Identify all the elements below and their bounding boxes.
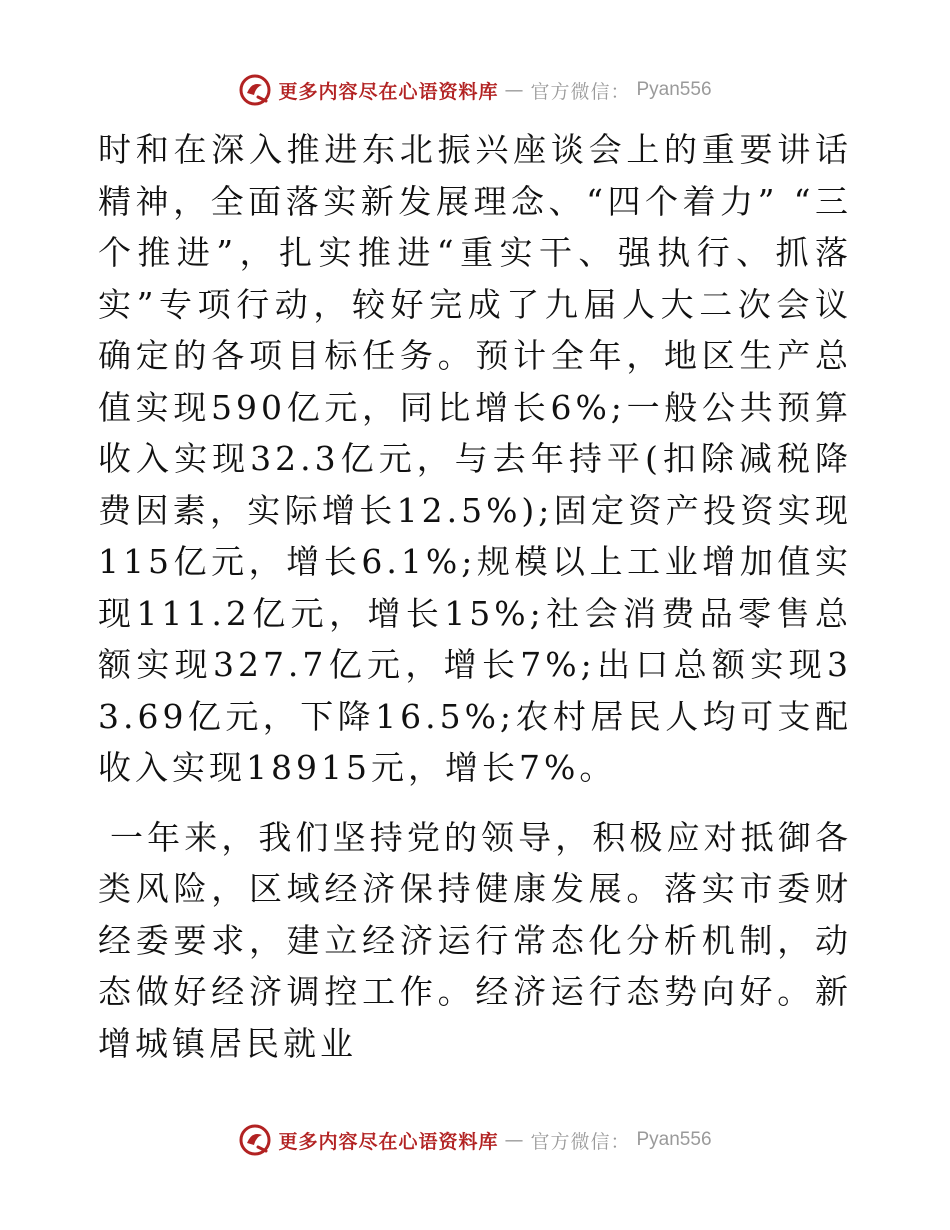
watermark-brand-text: 更多内容尽在心语资料库 — [278, 80, 499, 103]
watermark-wechat-label: 官方微信： — [530, 80, 631, 103]
watermark-separator: — — [504, 1129, 525, 1151]
header-watermark — [0, 70, 950, 110]
document-paragraph-1: 时和在深入推进东北振兴座谈会上的重要讲话精神，全面落实新发展理念、“四个着力” “三个推进”，扎实推进“重实干、强执行、抓落实”专项行动，较好完成了九届人大二次会议确定的各项目标任务。预计全年，地区生产总值实现590亿元，同比增长6%;一般公共预算收入实现32.3亿元，与去年持平(扣除减税降费因素，实际增长12.5%);固定资产投资实现115亿元，增长6.1%;规模以上工业增加值实现111.2亿元，增长15%;社会消费品零售总额实现327.7亿元，增长7%;出口总额实现33.69亿元，下降16.5%;农村居民人均可支配收入实现18915元，增长7%。 — [98, 130, 852, 787]
watermark-wechat-id: Pyan556 — [636, 79, 712, 100]
watermark-separator: — — [504, 79, 525, 101]
red-swirl-logo-icon — [238, 73, 272, 107]
watermark-wechat-label: 官方微信： — [530, 1130, 631, 1153]
red-swirl-logo-icon — [238, 1123, 272, 1157]
footer-watermark — [0, 1120, 950, 1160]
document-paragraph-2: 一年来，我们坚持党的领导，积极应对抵御各类风险，区域经济保持健康发展。落实市委财经委要求，建立经济运行常态化分析机制，动态做好经济调控工作。经济运行态势向好。新增城镇居民就业 — [98, 817, 852, 1063]
document-body — [98, 124, 852, 1069]
watermark-brand-text: 更多内容尽在心语资料库 — [278, 1130, 499, 1153]
watermark-wechat-id: Pyan556 — [636, 1129, 712, 1150]
